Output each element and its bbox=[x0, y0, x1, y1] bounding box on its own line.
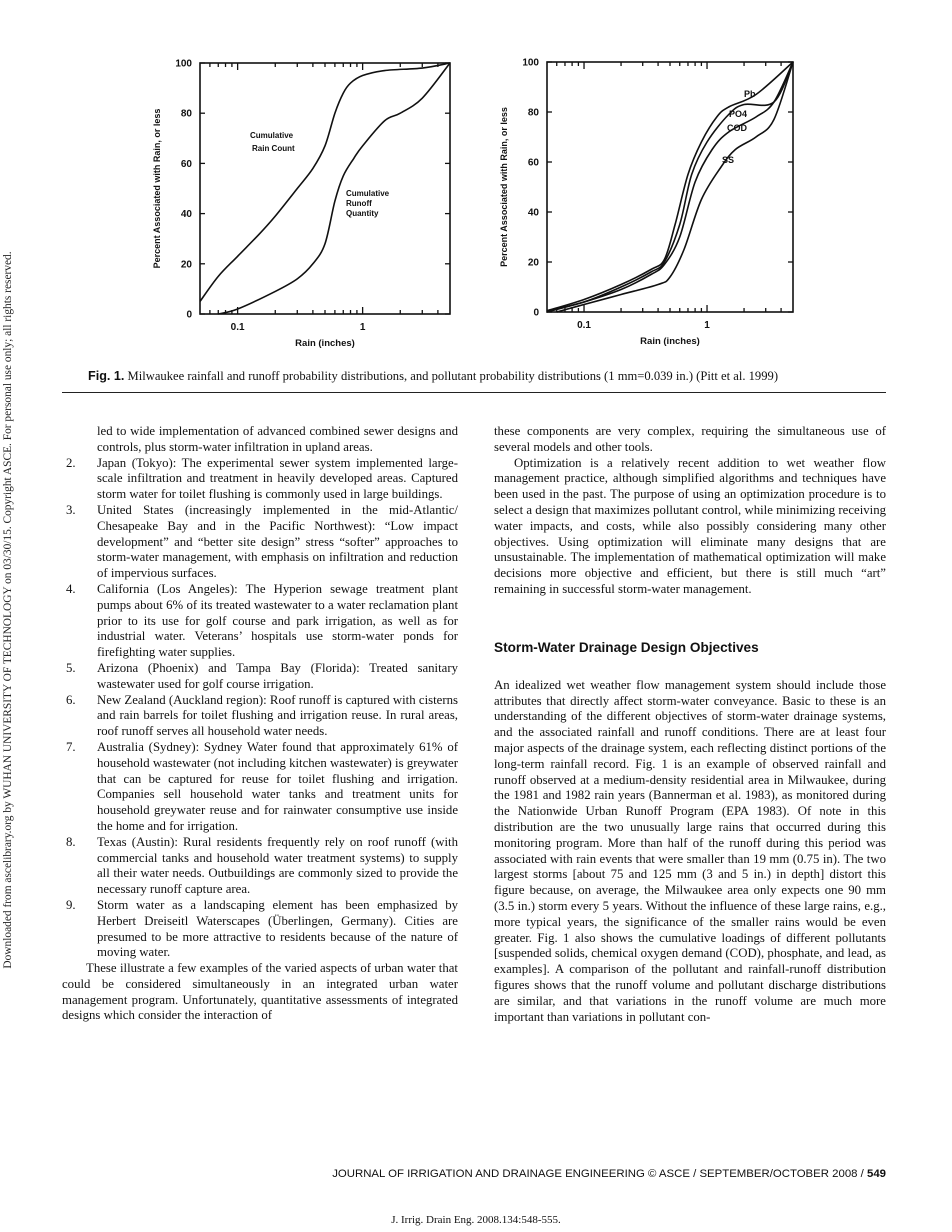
plot-frame bbox=[547, 62, 793, 312]
y-tick-label: 100 bbox=[522, 57, 539, 69]
list-item bbox=[62, 835, 458, 898]
y-tick-label: 80 bbox=[180, 108, 192, 120]
y-tick-label: 40 bbox=[527, 207, 539, 219]
list-number: 2. bbox=[66, 455, 76, 470]
x-axis-label: Rain (inches) bbox=[295, 338, 355, 349]
figure-caption bbox=[88, 369, 888, 384]
x-axis-label: Rain (inches) bbox=[640, 336, 700, 347]
y-tick-label: 60 bbox=[527, 157, 539, 169]
list-item bbox=[62, 503, 458, 582]
country-list bbox=[62, 456, 458, 962]
list-item bbox=[62, 456, 458, 503]
list-number: 9. bbox=[66, 897, 76, 912]
series-annotation: Cumulative bbox=[250, 131, 294, 140]
list-text: California (Los Angeles): The Hyperion sewage treatment plant pumps about 6% of its treated wastewater to a water reclamation plant prior to its use for golf course and park irrigation, as well as for industrial water. Veterans’ hospitals use storm-water ponds for firefighting water supplies. bbox=[97, 581, 458, 660]
x-tick-label: 1 bbox=[704, 320, 710, 331]
y-tick-label: 0 bbox=[186, 309, 192, 321]
chart-1 bbox=[152, 59, 450, 350]
figure-caption-text: Milwaukee rainfall and runoff probability distributions, and pollutant probability distributions (1 mm=0.039 in.) (Pitt et al. 1999) bbox=[127, 369, 779, 383]
list-number: 6. bbox=[66, 692, 76, 707]
list-item bbox=[62, 693, 458, 740]
citation: J. Irrig. Drain Eng. 2008.134:548-555. bbox=[391, 1214, 561, 1226]
y-axis-label: Percent Associated with Rain, or less bbox=[499, 107, 509, 267]
list-number: 3. bbox=[66, 502, 76, 517]
series-label: PO4 bbox=[729, 109, 748, 119]
y-tick-label: 20 bbox=[527, 257, 539, 269]
download-notice: Downloaded from ascelibrary.org by WUHAN UNIVERSITY OF TECHNOLOGY on 03/30/15. Copyright ASCE. For personal use only; all rights reserved. bbox=[2, 251, 14, 969]
list-text: Arizona (Phoenix) and Tampa Bay (Florida): Treated sanitary wastewater used for golf course irrigation. bbox=[97, 660, 458, 691]
list-continuation: led to wide implementation of advanced combined sewer designs and controls, plus storm-water infiltration in upland areas. bbox=[97, 424, 458, 454]
series-annotation: Rain Count bbox=[252, 144, 295, 153]
series-line-cod bbox=[547, 62, 793, 312]
left-column bbox=[62, 424, 458, 1024]
figure-label: Fig. 1. bbox=[88, 369, 125, 383]
series-line-pb bbox=[547, 62, 793, 311]
paragraph: Optimization is a relatively recent addition to wet weather flow management practice, although simplified algorithms and techniques have been used in the past. The purpose of using an optimization procedure is to select a design that maximizes pollutant control, while minimizing receiving water impacts, and costs, while also possibly considering many other objectives. Using optimization will eliminate many designs that are unsustainable. The implementation of mathematical optimization will make decisions more objective and efficient, but there is still much “art” remaining in successful storm-water management. bbox=[494, 455, 886, 596]
list-item bbox=[62, 582, 458, 661]
y-tick-label: 0 bbox=[533, 307, 539, 319]
plot-frame bbox=[200, 63, 450, 314]
series-label: Pb bbox=[744, 89, 756, 99]
y-tick-label: 40 bbox=[180, 209, 192, 221]
list-text: United States (increasingly implemented in the mid-Atlantic/ Chesapeake Bay and in the Pacific Northwest): “Low impact development” and “better site design” stress “softer” approaches to storm-water management, with emphasis on infiltration and reduction of impervious surfaces. bbox=[97, 502, 458, 581]
paragraph: these components are very complex, requiring the simultaneous use of several models and other tools. bbox=[494, 424, 886, 454]
list-text: New Zealand (Auckland region): Roof runoff is captured with cisterns and rain barrels for toilet flushing and irrigation reuse. In rural areas, roof runoff serves all household water needs. bbox=[97, 692, 458, 739]
journal-footer bbox=[332, 1168, 886, 1180]
series-label: COD bbox=[727, 123, 747, 133]
caption-divider bbox=[62, 392, 886, 393]
list-text: Texas (Austin): Rural residents frequently rely on roof runoff (with commercial tanks and household water treatment systems) to supply all their water needs. Outbuildings are commonly sized to provide the necessary runoff capture area. bbox=[97, 834, 458, 897]
list-text: Australia (Sydney): Sydney Water found that approximately 61% of household wastewater (not including kitchen wastewater) is greywater that can be captured for reuse for toilet flushing and irrigation. Companies sell household water tanks and treatment units for household greywater reuse and for rainwater consumptive use inside the home and for irrigation. bbox=[97, 739, 458, 833]
section-heading: Storm-Water Drainage Design Objectives bbox=[494, 639, 759, 655]
series-line-cumulative-rain-count bbox=[200, 63, 450, 301]
x-tick-label: 0.1 bbox=[230, 322, 245, 333]
list-number: 8. bbox=[66, 834, 76, 849]
y-axis-label: Percent Associated with Rain, or less bbox=[152, 108, 162, 269]
journal-name: JOURNAL OF IRRIGATION AND DRAINAGE ENGINEERING © ASCE / SEPTEMBER/OCTOBER 2008 / bbox=[332, 1168, 867, 1180]
y-tick-label: 60 bbox=[180, 158, 192, 170]
series-annotation: Runoff bbox=[346, 199, 372, 208]
list-item bbox=[62, 740, 458, 835]
paragraph-closing: These illustrate a few examples of the varied aspects of urban water that could be considered simultaneously in an integrated urban water management program. Unfortunately, quantitative assessments of integrated designs which consider the interaction of bbox=[62, 961, 458, 1023]
page-number: 549 bbox=[866, 1168, 886, 1180]
y-tick-label: 80 bbox=[527, 107, 539, 119]
list-item bbox=[62, 898, 458, 961]
series-annotation: Cumulative bbox=[346, 189, 390, 198]
series-line-cumulative-runoff-quantity bbox=[218, 63, 450, 314]
x-tick-label: 0.1 bbox=[577, 320, 591, 331]
x-tick-label: 1 bbox=[359, 322, 366, 333]
chart-2 bbox=[499, 58, 793, 348]
series-label: SS bbox=[722, 155, 735, 165]
list-number: 7. bbox=[66, 739, 76, 754]
figure-1-charts bbox=[0, 0, 952, 365]
series-annotation: Quantity bbox=[346, 209, 379, 218]
right-column bbox=[494, 424, 886, 1025]
list-text: Japan (Tokyo): The experimental sewer system implemented large-scale infiltration and treatment in heavily developed areas. Captured storm water for toilet flushing is commonly used in large buildings. bbox=[97, 455, 458, 502]
paragraph: An idealized wet weather flow management system should include those attributes that directly affect storm-water conveyance. Basic to these is an understanding of the different objectives of storm-water drainage systems, and the associated rainfall and runoff conditions. There are at least four major aspects of the drainage system, each reflecting distinct portions of the long-term rainfall record. Fig. 1 is an example of observed rainfall and runoff observed at a medium-density residential area in Milwaukee, during the 1981 and 1982 rain years (Bannerman et al. 1983), as monitored during the Nationwide Urban Runoff Program (EPA 1983). Of note in this distribution are the two unusually large rains that occurred during this monitoring program. More than half of the runoff during this period was associated with rain events that were smaller than 19 mm (0.75 in). The two largest storms [about 75 and 125 mm (3 and 5 in.) in depth] distort this figure because, on average, the Milwaukee area only expects one 90 mm (3.5 in.) storm every 5 years. Without the influence of these large rains, e.g., more typical years, the significance of the smaller rains would be even greater. Fig. 1 also shows the cumulative loadings of different pollutants [suspended solids, chemical oxygen demand (COD), phosphate, and lead, as examples]. A comparison of the pollutant and rainfall-runoff distribution figures shows that the runoff volume and pollutant discharge distributions are similar, and that variations in the runoff volume are much more important than variations in pollutant con- bbox=[494, 677, 886, 1024]
y-tick-label: 20 bbox=[180, 259, 192, 271]
list-item bbox=[62, 661, 458, 693]
list-text: Storm water as a landscaping element has been emphasized by Herbert Dreiseitl Waterscapes (Überlingen, Germany). Cities are presumed to be more attractive to residents because of the nature of moving water. bbox=[97, 897, 458, 960]
y-tick-label: 100 bbox=[175, 58, 192, 70]
series-line-ss bbox=[557, 62, 793, 312]
list-number: 5. bbox=[66, 660, 76, 675]
series-line-po4 bbox=[547, 62, 793, 311]
list-number: 4. bbox=[66, 581, 76, 596]
